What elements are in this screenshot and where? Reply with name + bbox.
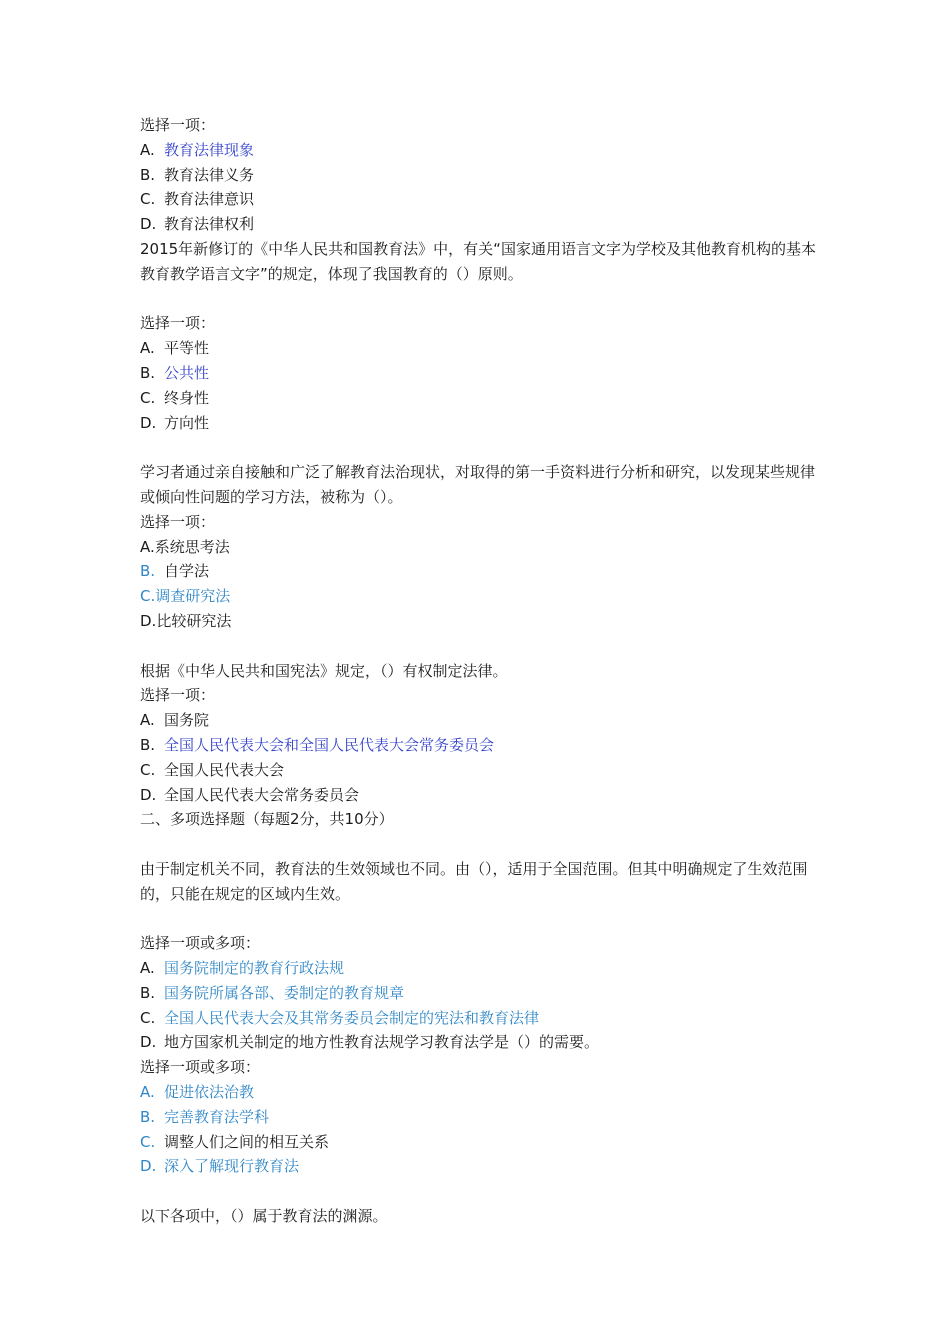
option-text: 方向性: [164, 413, 210, 432]
option-text: 调整人们之间的相互关系: [164, 1132, 330, 1151]
option-key: A.: [140, 537, 155, 556]
q4-prompt: 选择一项：: [140, 686, 216, 705]
option-key: D.: [140, 215, 157, 234]
q2-option-a: [140, 336, 820, 361]
option-key: D.: [140, 611, 157, 630]
spacer: [140, 1179, 820, 1204]
option-key: D.: [140, 1033, 157, 1052]
option-text: 全国人民代表大会常务委员会: [164, 785, 360, 804]
option-text: 全国人民代表大会: [164, 760, 285, 779]
option-key: B.: [140, 735, 156, 754]
q1-prompt: 选择一项：: [140, 116, 216, 134]
option-key: B.: [140, 983, 156, 1002]
q7-stem: 以下各项中，（）属于教育法的渊源。: [140, 1207, 388, 1226]
option-key: A.: [140, 140, 155, 159]
option-key: C.: [140, 1132, 156, 1151]
option-key: A.: [140, 959, 155, 978]
q4-option-c: [140, 758, 820, 783]
option-text: 教育法律义务: [164, 165, 255, 184]
option-text: 地方国家机关制定的地方性教育法规学习教育法学是（）的需要。: [164, 1033, 600, 1052]
q1-option-c: [140, 187, 820, 212]
option-text: 系统思考法: [154, 537, 230, 556]
document-page: [140, 113, 820, 1229]
q5-option-d: [140, 1030, 820, 1055]
q5-option-c: [140, 1006, 820, 1031]
q2-option-b: [140, 361, 820, 386]
option-text: 教育法律现象: [164, 140, 255, 159]
option-text: 促进依法治教: [164, 1083, 255, 1102]
q4-option-b: [140, 733, 820, 758]
option-key: C.: [140, 190, 156, 209]
option-key: B.: [140, 363, 156, 382]
option-text: 调查研究法: [155, 587, 231, 606]
q3-prompt: 选择一项：: [140, 512, 216, 531]
q4-option-d: [140, 783, 820, 808]
q6-prompt: 选择一项或多项：: [140, 1058, 261, 1077]
q2-prompt: 选择一项：: [140, 314, 216, 333]
option-key: C.: [140, 1008, 156, 1027]
spacer: [140, 832, 820, 857]
option-text: 自学法: [164, 562, 210, 581]
option-key: A.: [140, 339, 155, 358]
q3-option-b: [140, 559, 820, 584]
q6-option-b: [140, 1105, 820, 1130]
option-text: 国务院: [164, 711, 210, 730]
q3-option-d: [140, 609, 820, 634]
option-key: C.: [140, 587, 156, 606]
option-text: 教育法律权利: [164, 215, 255, 234]
q3-option-c: [140, 584, 820, 609]
q6-option-d: [140, 1154, 820, 1179]
spacer: [140, 287, 820, 312]
q5-stem: 由于制定机关不同，教育法的生效领域也不同。由（），适用于全国范围。但其中明确规定了生效范围的，只能在规定的区域内生效。: [140, 859, 808, 903]
option-text: 教育法律意识: [164, 190, 255, 209]
q5-option-b: [140, 981, 820, 1006]
option-text: 深入了解现行教育法: [164, 1157, 300, 1176]
spacer: [140, 435, 820, 460]
q5-option-a: [140, 956, 820, 981]
option-text: 终身性: [164, 388, 210, 407]
option-text: 完善教育法学科: [164, 1107, 270, 1126]
option-key: C.: [140, 388, 156, 407]
option-text: 全国人民代表大会及其常务委员会制定的宪法和教育法律: [164, 1008, 540, 1027]
q1-option-b: [140, 163, 820, 188]
option-key: A.: [140, 711, 155, 730]
option-key: C.: [140, 760, 156, 779]
q1-option-d: [140, 212, 820, 237]
option-key: D.: [140, 785, 157, 804]
option-text: 国务院制定的教育行政法规: [164, 959, 345, 978]
option-text: 全国人民代表大会和全国人民代表大会常务委员会: [164, 735, 495, 754]
q1-option-a: [140, 138, 820, 163]
option-text: 平等性: [164, 339, 210, 358]
q2-stem: 2015年新修订的《中华人民共和国教育法》中，有关“国家通用语言文字为学校及其他教育机构的基本教育教学语言文字”的规定，体现了我国教育的（）原则。: [140, 239, 816, 283]
q2-option-c: [140, 386, 820, 411]
q4-option-a: [140, 708, 820, 733]
q2-option-d: [140, 411, 820, 436]
option-key: B.: [140, 562, 156, 581]
option-key: A.: [140, 1083, 155, 1102]
q4-stem: 根据《中华人民共和国宪法》规定，（）有权制定法律。: [140, 661, 508, 680]
spacer: [140, 907, 820, 932]
option-text: 国务院所属各部、委制定的教育规章: [164, 983, 405, 1002]
q5-prompt: 选择一项或多项：: [140, 934, 261, 953]
option-key: D.: [140, 413, 157, 432]
q6-option-c: [140, 1130, 820, 1155]
section-heading: 二、多项选择题（每题2分，共10分）: [140, 810, 394, 829]
q3-stem: 学习者通过亲自接触和广泛了解教育法治现状，对取得的第一手资料进行分析和研究，以发现某些规律或倾向性问题的学习方法，被称为（）。: [140, 463, 816, 506]
q6-option-a: [140, 1080, 820, 1105]
option-text: 比较研究法: [156, 611, 232, 630]
option-key: B.: [140, 1107, 156, 1126]
option-key: D.: [140, 1157, 157, 1176]
q3-option-a: [140, 535, 820, 560]
spacer: [140, 634, 820, 659]
option-key: B.: [140, 165, 156, 184]
option-text: 公共性: [164, 363, 210, 382]
